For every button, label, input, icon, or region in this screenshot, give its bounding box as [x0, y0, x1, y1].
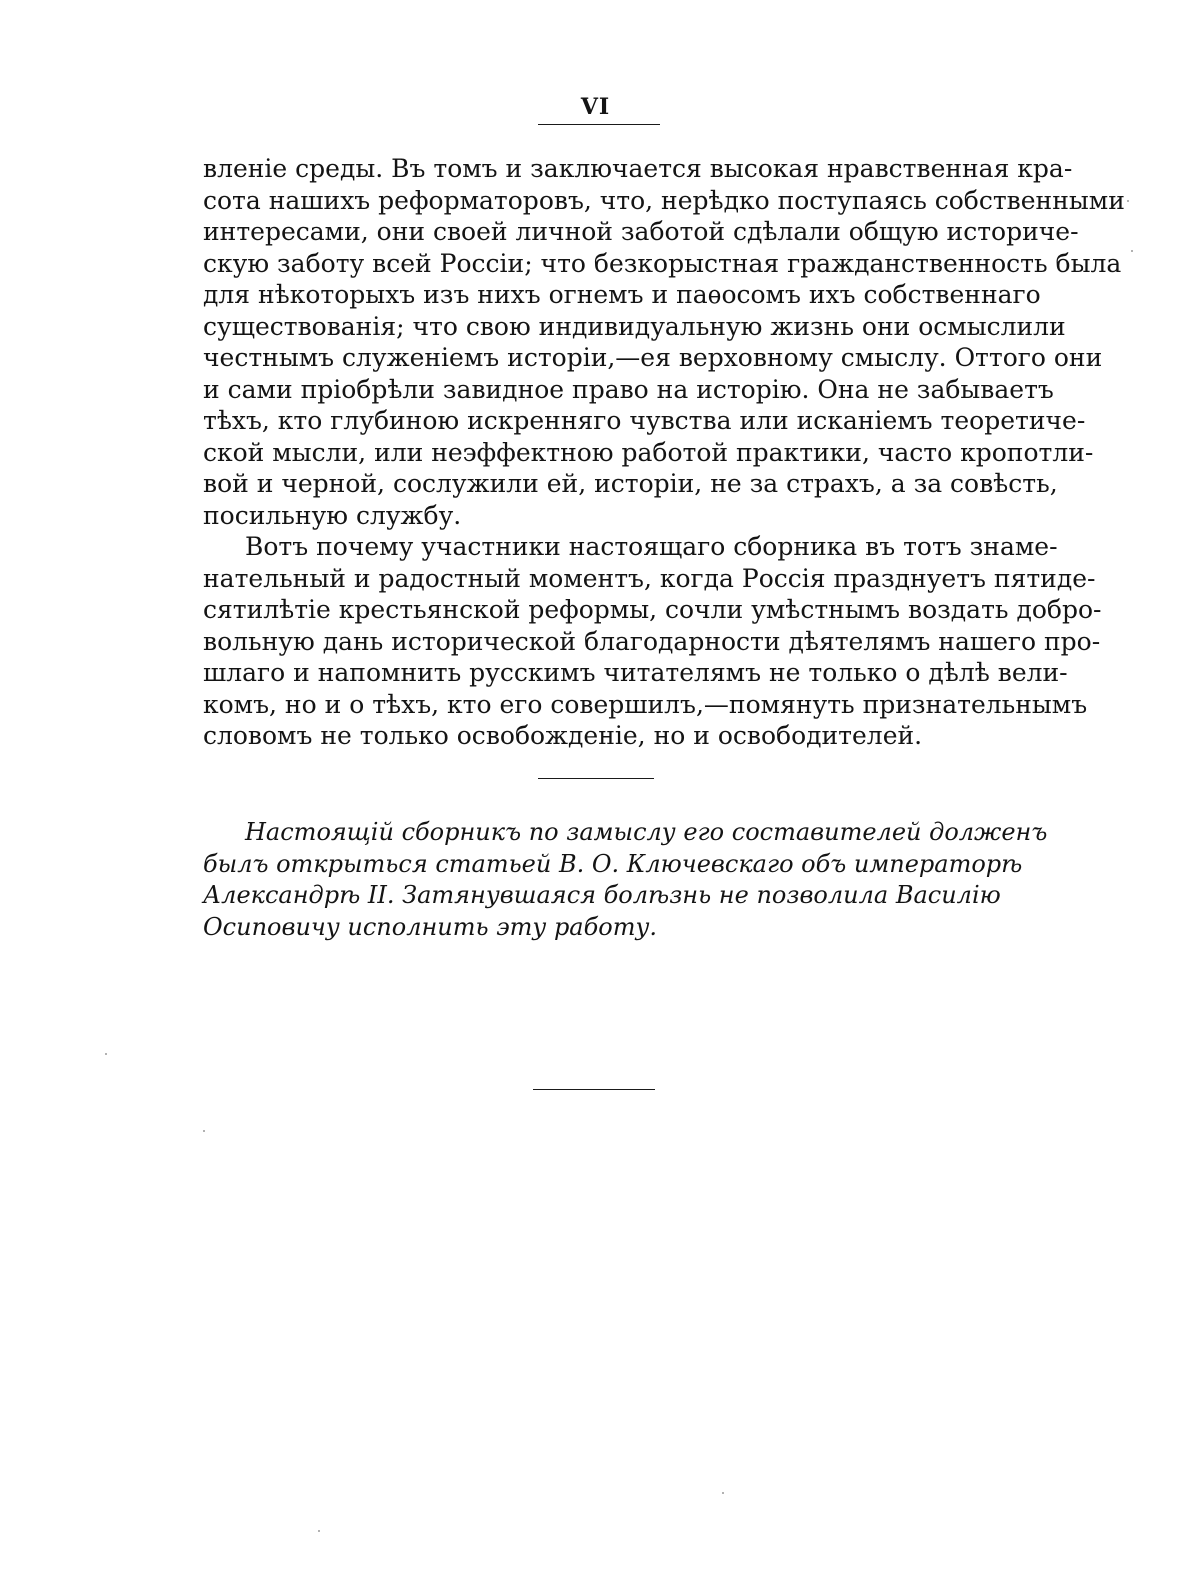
text-line: вой и черной, сослужили ей, исторіи, не за страхъ, а за совѣсть, [203, 469, 1058, 498]
scan-speck [722, 1492, 724, 1494]
main-text [203, 153, 1125, 752]
text-line: комъ, но и о тѣхъ, кто его совершилъ,—помянуть признательнымъ [203, 689, 1088, 719]
text-line: сятилѣтіе крестьянской реформы, сочли умѣстнымъ воздать добро- [203, 595, 1102, 624]
text-line: скую заботу всей Россіи; что безкорыстная гражданственность была [203, 248, 1122, 278]
text-line: для нѣкоторыхъ изъ нихъ огнемъ и паѳосомъ ихъ собственнаго [203, 280, 1041, 309]
scan-speck [203, 1130, 205, 1132]
text-line: шлаго и напомнить русскимъ читателямъ не только о дѣлѣ вели- [203, 658, 1068, 687]
closing-rule [533, 1089, 655, 1090]
text-line: честнымъ служеніемъ исторіи,—ея верховному смыслу. Оттого они [203, 343, 1103, 372]
text-line: словомъ не только освобожденіе, но и освободителей. [203, 721, 923, 750]
text-line: вольную дань исторической благодарности дѣятелямъ нашего про- [203, 626, 1101, 656]
text-line: интересами, они своей личной заботой сдѣлали общую историче- [203, 217, 1079, 246]
text-line: сота нашихъ реформаторовъ, что, нерѣдко поступаясь собственными [203, 185, 1125, 215]
text-line: тѣхъ, кто глубиною искренняго чувства или исканіемъ теоретиче- [203, 406, 1086, 435]
text-line: существованія; что свою индивидуальную жизнь они осмыслили [203, 311, 1066, 341]
text-line: и сами пріобрѣли завидное право на исторію. Она не забываетъ [203, 374, 1054, 404]
editorial-note [203, 817, 1048, 943]
text-line: посильную службу. [203, 500, 462, 530]
note-line: былъ открыться статьей В. О. Ключевскаго объ императорѣ [203, 849, 1023, 878]
scan-speck [318, 1530, 320, 1532]
note-line: Настоящій сборникъ по замыслу его составителей долженъ [245, 818, 1048, 846]
scan-speck [105, 1053, 107, 1055]
text-line: ской мысли, или неэффектною работой практики, часто кропотли- [203, 437, 1094, 467]
text-line: нательный и радостный моментъ, когда Россія празднуетъ пятиде- [203, 563, 1096, 593]
note-line: Осиповичу исполнить эту работу. [203, 912, 658, 941]
scan-speck [1131, 250, 1133, 252]
note-line: Александрѣ II. Затянувшаяся болѣзнь не позволила Василію [203, 881, 1001, 909]
scan-speck [1127, 200, 1129, 202]
text-line: вленіе среды. Въ томъ и заключается высокая нравственная кра- [203, 154, 1073, 183]
header-rule [538, 124, 660, 125]
page-number: VI [580, 94, 611, 120]
text-line: Вотъ почему участники настоящаго сборника въ тотъ знаме- [245, 532, 1058, 561]
section-divider [538, 778, 654, 779]
